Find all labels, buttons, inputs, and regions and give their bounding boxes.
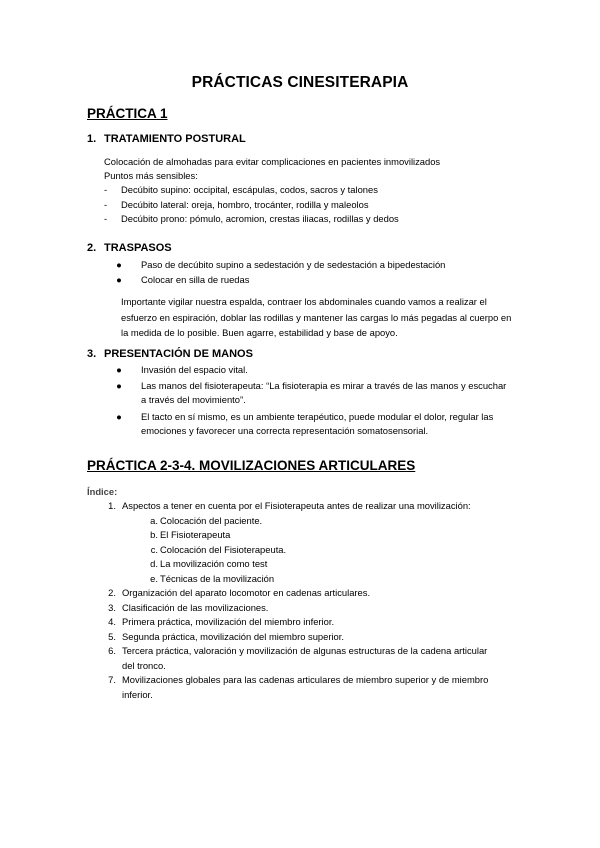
- index-sublist: [100, 514, 490, 587]
- index-item: [100, 673, 490, 702]
- index-text: Organización del aparato locomotor en cadenas articulares.: [122, 587, 371, 598]
- section-3-number: 3.: [87, 348, 97, 360]
- subitem-letter: e.: [150, 572, 158, 584]
- list-item-text: Colocar en silla de ruedas: [141, 273, 250, 285]
- practica-1-heading: PRÁCTICA 1: [87, 106, 168, 121]
- list-item-text: El tacto en sí mismo, es un ambiente terapéutico, puede modular el dolor, regular las emociones y favorecer una correcta representación somatosensorial.: [141, 410, 494, 436]
- index-number: 2.: [108, 587, 116, 598]
- index-text: Movilizaciones globales para las cadenas articulares de miembro superior y de miembro inferior.: [122, 674, 489, 700]
- section-1-item-text: Decúbito prono: pómulo, acromion, crestas iliacas, rodillas y dedos: [121, 213, 399, 224]
- index-item: [100, 499, 490, 586]
- list-item: [114, 258, 445, 273]
- bullet-icon: ●: [116, 410, 122, 422]
- index-number: 6.: [108, 645, 116, 656]
- index-subitem: [100, 514, 490, 529]
- bullet-icon: ●: [116, 259, 122, 270]
- list-item-text: Invasión del espacio vital.: [141, 364, 248, 375]
- index-subitem: [100, 528, 490, 543]
- subitem-text: Colocación del paciente.: [160, 514, 263, 526]
- section-1-title: TRATAMIENTO POSTURAL: [104, 133, 246, 145]
- dash-marker: -: [104, 184, 108, 195]
- bullet-icon: ●: [116, 273, 122, 285]
- subitem-letter: c.: [150, 543, 158, 555]
- index-text: Primera práctica, movilización del miembro inferior.: [122, 616, 335, 627]
- list-item: [114, 410, 514, 439]
- section-1-line-1: Colocación de almohadas para evitar complicaciones en pacientes inmovilizados: [104, 156, 441, 167]
- subitem-letter: a.: [150, 514, 158, 526]
- section-3-title: PRESENTACIÓN DE MANOS: [104, 348, 253, 360]
- list-item: [114, 273, 445, 288]
- practica-234-heading: PRÁCTICA 2-3-4. MOVILIZACIONES ARTICULARES: [87, 458, 416, 473]
- index-item: [100, 601, 490, 616]
- list-item-text: Las manos del fisioterapeuta: “La fisioterapia es mirar a través de las manos y escuchar a través del movimiento”.: [141, 379, 507, 405]
- index-list: [100, 499, 490, 702]
- index-number: 7.: [108, 674, 116, 685]
- section-1-item-text: Decúbito lateral: oreja, hombro, trocánter, rodilla y maleolos: [121, 199, 369, 210]
- subitem-letter: d.: [150, 558, 158, 569]
- section-1-item-text: Decúbito supino: occipital, escápulas, codos, sacros y talones: [121, 184, 378, 195]
- index-subitem: [100, 543, 490, 558]
- index-number: 5.: [108, 630, 116, 642]
- document-title: PRÁCTICAS CINESITERAPIA: [191, 74, 409, 91]
- list-item: [114, 379, 514, 408]
- list-item: [114, 363, 514, 378]
- subitem-text: Colocación del Fisioterapeuta.: [160, 543, 287, 555]
- subitem-text: El Fisioterapeuta: [160, 529, 231, 540]
- index-subitem: [100, 557, 490, 572]
- list-item-text: Paso de decúbito supino a sedestación y de sedestación a bipedestación: [141, 259, 446, 270]
- index-number: 3.: [108, 601, 116, 613]
- index-text: Segunda práctica, movilización del miembro superior.: [122, 630, 344, 642]
- section-2-heading: [87, 242, 172, 254]
- index-item: [100, 615, 490, 630]
- index-text: Aspectos a tener en cuenta por el Fisioterapeuta antes de realizar una movilización:: [122, 500, 471, 511]
- section-2-paragraph: Importante vigilar nuestra espalda, contraer los abdominales cuando vamos a realizar el esfuerzo en espiración, doblar las rodillas y mantener las cargas lo más pegadas al cuerpo en la medida de lo posible. Buen agarre, estabilidad y base de apoyo.: [121, 296, 512, 338]
- subitem-text: La movilización como test: [160, 558, 268, 569]
- index-number: 4.: [108, 616, 116, 627]
- section-3-bullets: [114, 363, 514, 439]
- index-item: [100, 586, 490, 601]
- index-subitem: [100, 572, 490, 587]
- section-3-heading: [87, 348, 253, 360]
- section-2-bullets: [114, 258, 445, 287]
- indice-label: Índice:: [87, 486, 118, 497]
- section-1-item: [104, 198, 369, 213]
- index-text: Clasificación de las movilizaciones.: [122, 601, 269, 613]
- section-1-line-2: Puntos más sensibles:: [104, 170, 198, 181]
- bullet-icon: ●: [116, 364, 122, 375]
- section-1-heading: [87, 133, 246, 145]
- dash-marker: -: [104, 199, 108, 210]
- section-1-item: [104, 212, 399, 227]
- section-1-number: 1.: [87, 133, 97, 145]
- section-2-number: 2.: [87, 242, 97, 254]
- dash-marker: -: [104, 213, 108, 224]
- bullet-icon: ●: [116, 379, 122, 391]
- subitem-letter: b.: [150, 529, 158, 540]
- index-number: 1.: [108, 500, 116, 511]
- index-text: Tercera práctica, valoración y movilización de algunas estructuras de la cadena articular del tronco.: [122, 645, 488, 671]
- section-2-title: TRASPASOS: [104, 242, 172, 254]
- index-item: [100, 644, 490, 673]
- section-1-item: [104, 183, 378, 198]
- subitem-text: Técnicas de la movilización: [160, 572, 275, 584]
- index-item: [100, 630, 490, 645]
